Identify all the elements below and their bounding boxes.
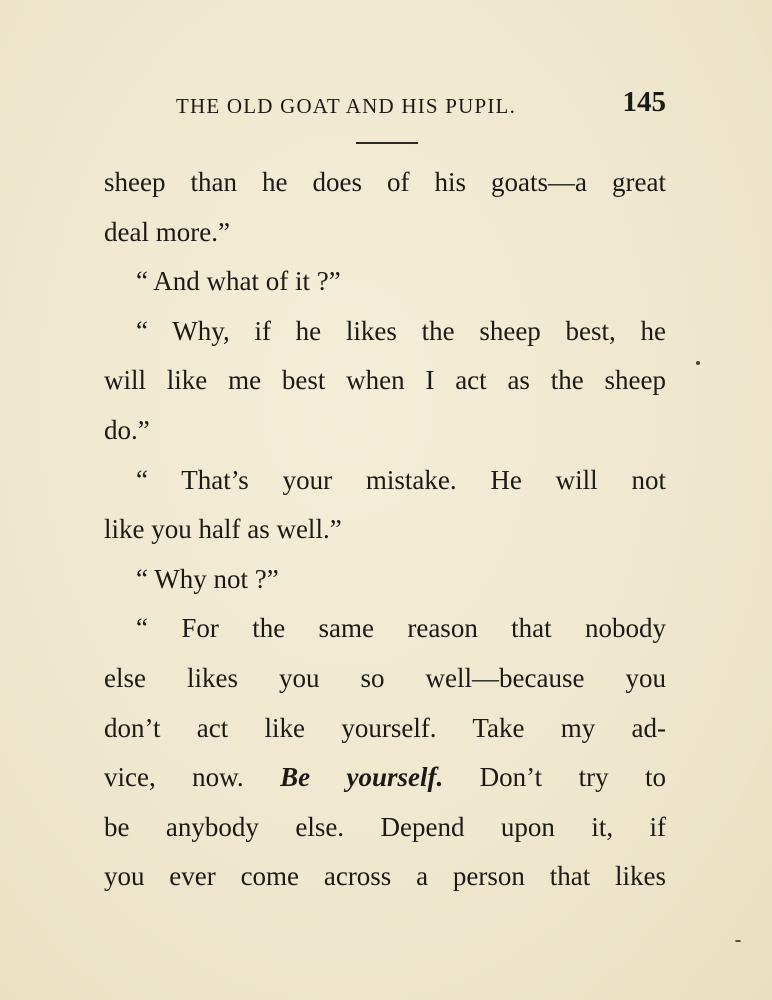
- text-line: will like me best when I act as the sheep: [104, 365, 666, 396]
- text-line: deal more.”: [104, 216, 230, 247]
- emphasis-text: Be yourself.: [280, 762, 444, 793]
- text-line: sheep than he does of his goats—a great: [104, 167, 666, 197]
- text-line-emphasis: [104, 753, 666, 803]
- text-line: don’t act like yourself. Take my ad-: [104, 712, 666, 743]
- running-title: THE OLD GOAT AND HIS PUPIL.: [176, 94, 517, 118]
- text-line: else likes you so well—because you: [104, 662, 666, 693]
- text-line: “ And what of it ?”: [136, 266, 341, 297]
- text-line: “ Why not ?”: [136, 563, 279, 594]
- text-line: “ Why, if he likes the sheep best, he: [136, 315, 666, 346]
- page-number: 145: [622, 86, 666, 118]
- text-line: do.”: [104, 414, 150, 445]
- page-header: [104, 86, 666, 126]
- text-segment: vice, now.: [104, 762, 281, 793]
- text-line: like you half as well.”: [104, 514, 342, 545]
- body-text: [104, 158, 666, 902]
- text-line: be anybody else. Depend upon it, if: [104, 811, 666, 842]
- paper-speck: [696, 361, 700, 365]
- paper-speck: [735, 940, 741, 942]
- text-line: you ever come across a person that likes: [104, 861, 666, 892]
- header-rule: [356, 142, 418, 144]
- text-segment: Don’t try to: [443, 762, 667, 793]
- text-line: “ For the same reason that nobody: [136, 613, 666, 644]
- text-line: “ That’s your mistake. He will not: [136, 464, 666, 495]
